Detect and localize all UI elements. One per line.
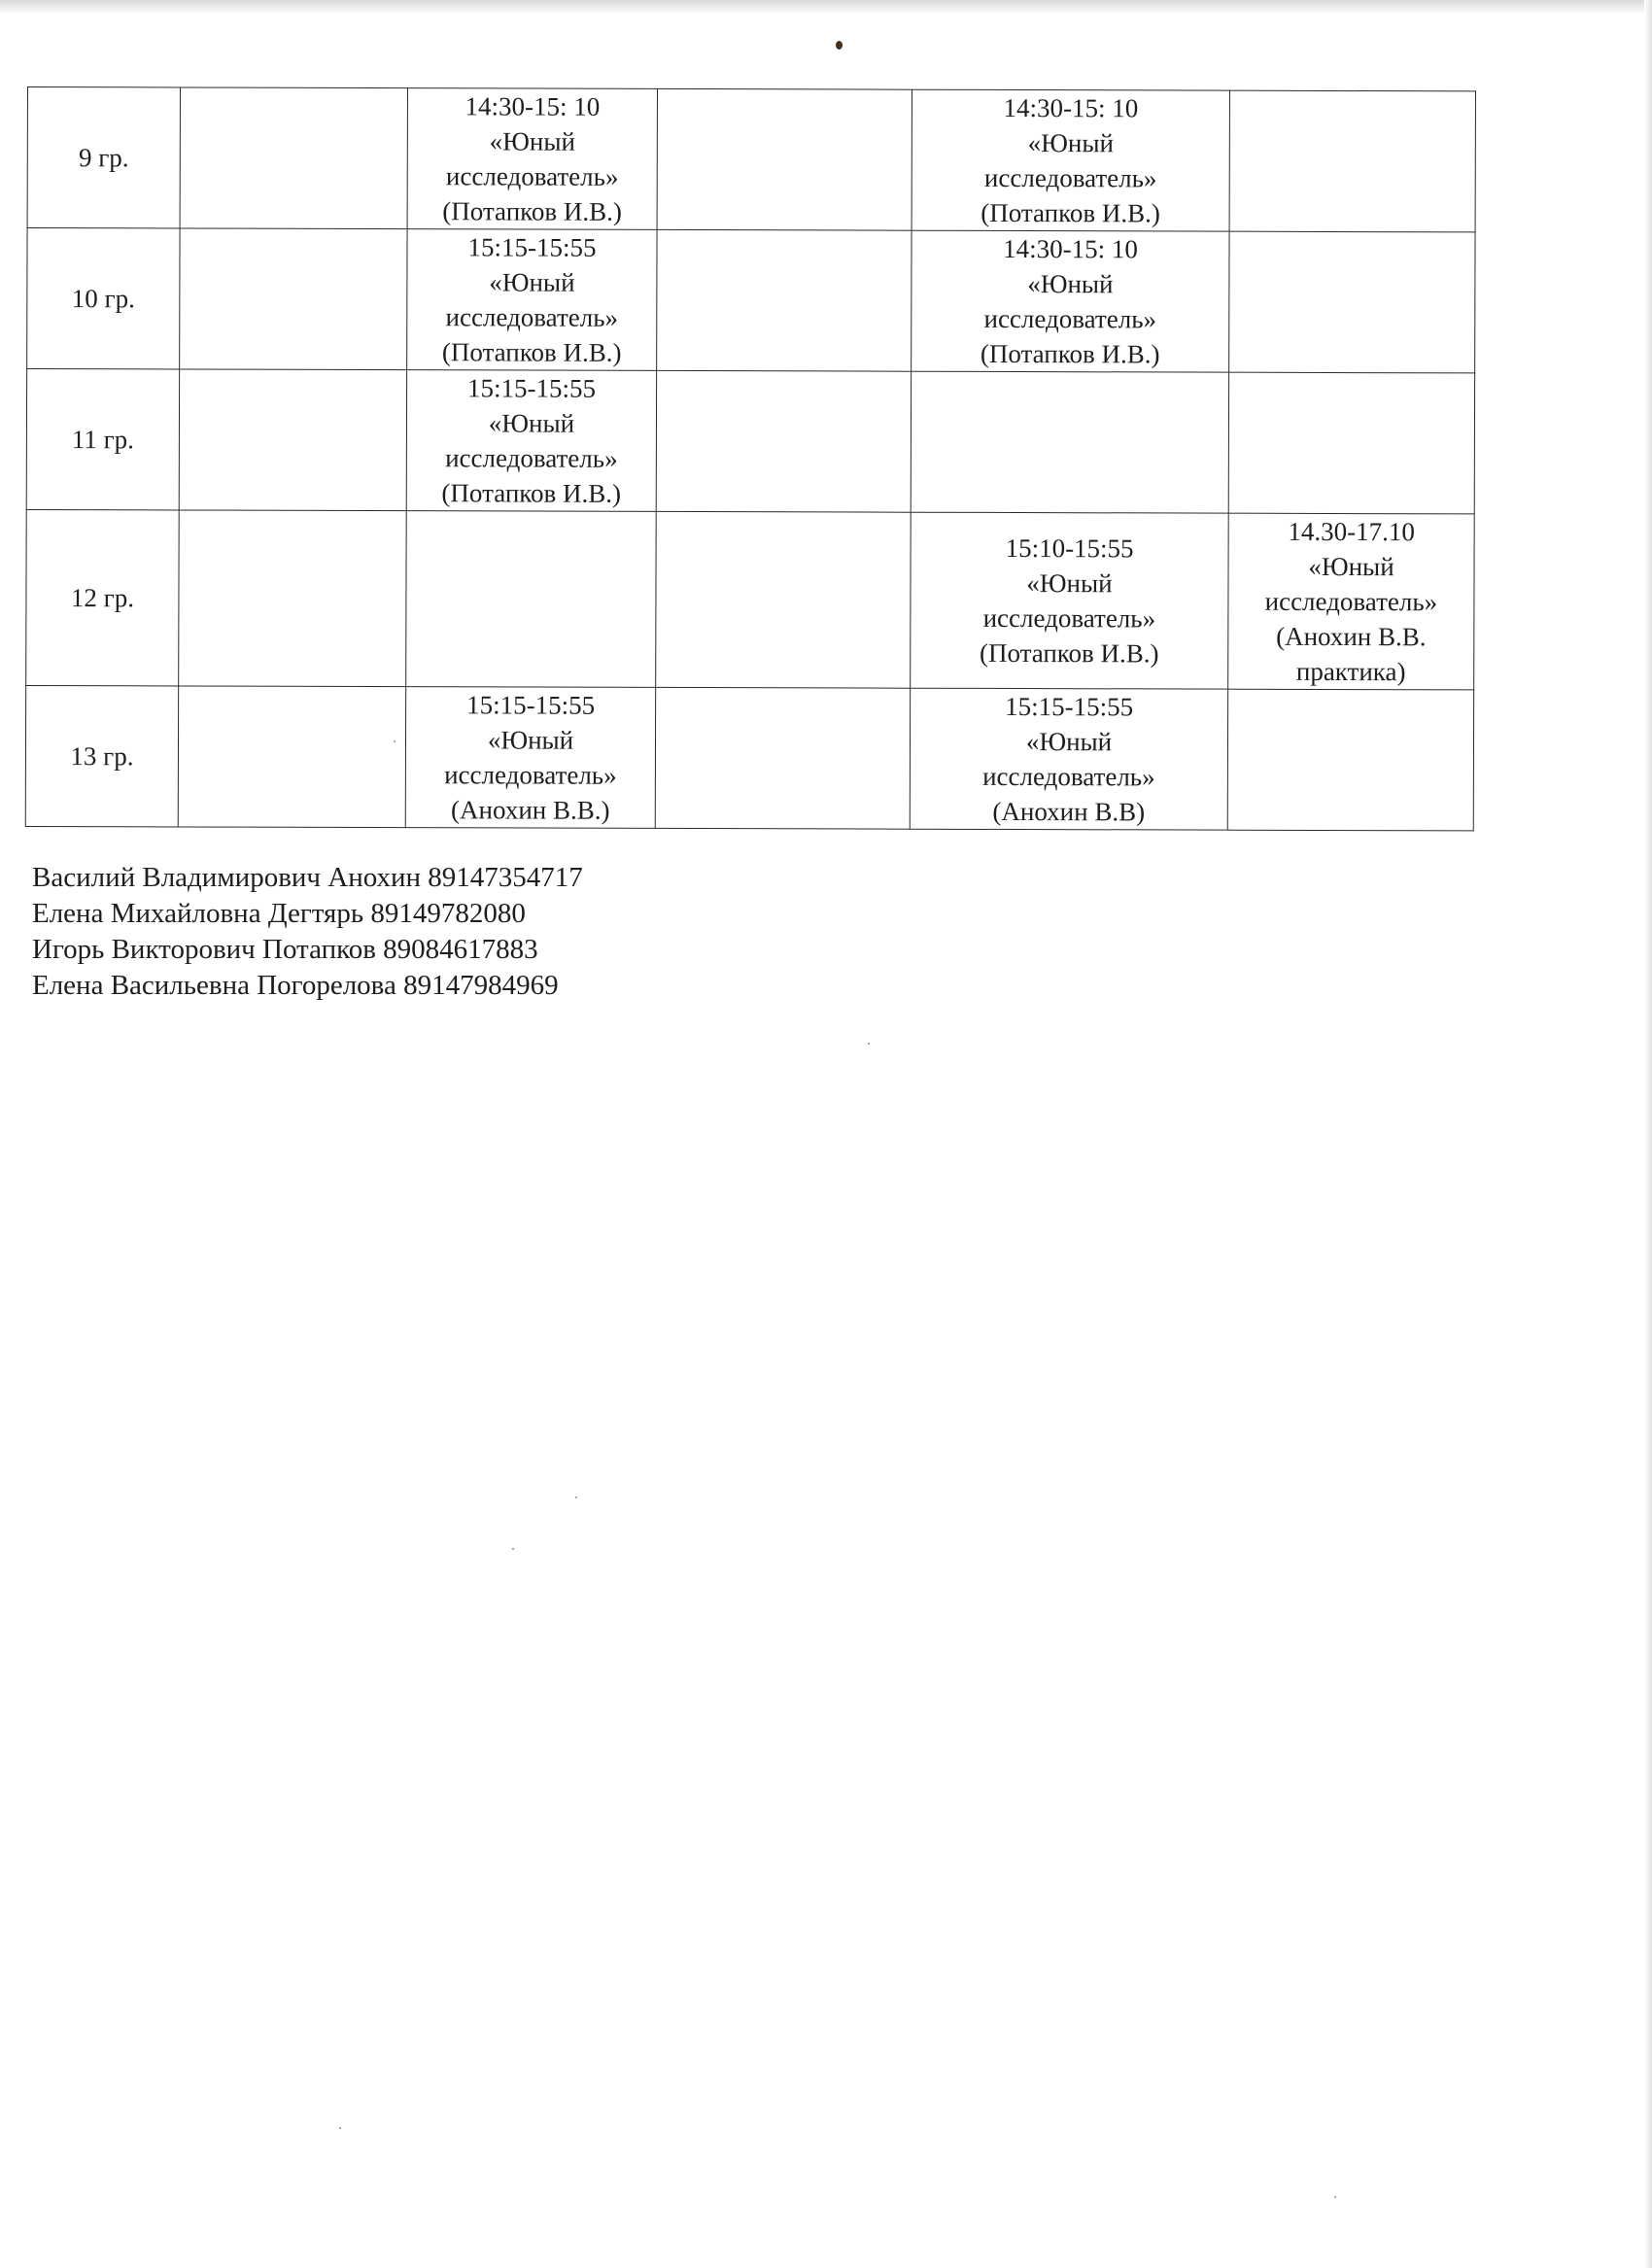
schedule-cell bbox=[180, 228, 407, 370]
cell-text-line: «Юный bbox=[1025, 727, 1113, 757]
schedule-cell bbox=[180, 87, 407, 229]
ink-speck bbox=[836, 41, 843, 50]
group-cell: 11 гр. bbox=[26, 369, 179, 510]
cell-text-line: (Потапков И.В.) bbox=[981, 197, 1160, 228]
cell-text-line: (Потапков И.В.) bbox=[441, 337, 622, 367]
cell-text-line: 15:15-15:55 bbox=[1005, 691, 1134, 722]
scan-top-edge bbox=[0, 0, 1652, 14]
schedule-cell bbox=[179, 369, 406, 511]
cell-text-line: исследователь» bbox=[982, 602, 1156, 634]
schedule-cell bbox=[407, 88, 657, 230]
cell-text-line: «Юный bbox=[488, 408, 575, 438]
schedule-cell bbox=[1228, 513, 1475, 690]
schedule-cell bbox=[912, 89, 1229, 231]
cell-text-line: исследователь» bbox=[444, 760, 617, 790]
cell-text-line: исследователь» bbox=[982, 761, 1155, 792]
cell-text-line: (Потапков И.В.) bbox=[441, 478, 622, 508]
schedule-cell bbox=[407, 229, 657, 371]
dust-speck bbox=[512, 1548, 514, 1550]
cell-text-line: исследователь» bbox=[445, 443, 618, 473]
cell-text-line: «Юный bbox=[489, 267, 575, 297]
cell-text-line: (Потапков И.В.) bbox=[979, 637, 1159, 669]
cell-text-line: «Юный bbox=[487, 725, 574, 755]
schedule-cell bbox=[179, 510, 407, 687]
group-cell: 9 гр. bbox=[27, 87, 180, 228]
schedule-table bbox=[25, 86, 1476, 831]
cell-text-line: «Юный bbox=[489, 126, 576, 156]
cell-text-line: (Потапков И.В.) bbox=[442, 196, 622, 226]
cell-text-line: практика) bbox=[1295, 656, 1406, 687]
cell-text-line: исследователь» bbox=[445, 302, 619, 332]
schedule-cell bbox=[406, 370, 656, 512]
schedule-cell bbox=[912, 230, 1229, 372]
table-row bbox=[27, 87, 1475, 232]
cell-text-line: 15:15-15:55 bbox=[466, 690, 596, 720]
group-cell: 12 гр. bbox=[26, 509, 180, 685]
cell-text-line: 14:30-15: 10 bbox=[1003, 233, 1138, 264]
cell-text-line: 15:10-15:55 bbox=[1005, 533, 1134, 564]
schedule-cell bbox=[657, 88, 912, 230]
cell-text-line: «Юный bbox=[1027, 128, 1115, 158]
contacts-list bbox=[32, 860, 583, 1004]
table-row bbox=[27, 228, 1475, 373]
group-cell: 13 гр. bbox=[25, 685, 178, 826]
contact-line: Игорь Викторович Потапков 89084617883 bbox=[32, 934, 538, 965]
schedule-cell bbox=[1228, 372, 1474, 514]
cell-text-line: исследователь» bbox=[1264, 586, 1438, 617]
cell-text-line: (Анохин В.В) bbox=[992, 796, 1146, 827]
schedule-body bbox=[25, 87, 1475, 831]
table-row bbox=[26, 509, 1475, 689]
cell-text-line: (Анохин В.В. bbox=[1276, 621, 1427, 652]
cell-text-line: (Потапков И.В.) bbox=[980, 338, 1160, 369]
cell-text-line: исследователь» bbox=[983, 303, 1157, 334]
contact-line: Елена Михайловна Дегтярь 89149782080 bbox=[32, 898, 526, 929]
cell-text-line: исследователь» bbox=[983, 162, 1157, 193]
schedule-cell bbox=[406, 511, 657, 688]
cell-text-line: 14.30-17.10 bbox=[1288, 516, 1415, 547]
schedule-cell bbox=[656, 370, 911, 512]
schedule-cell bbox=[1227, 689, 1473, 831]
schedule-cell bbox=[1229, 90, 1475, 232]
schedule-cell bbox=[911, 371, 1228, 513]
cell-text-line: «Юный bbox=[1026, 568, 1113, 599]
cell-text-line: 15:15-15:55 bbox=[467, 232, 597, 262]
schedule-cell bbox=[910, 688, 1227, 830]
dust-speck bbox=[868, 1043, 870, 1045]
dust-speck bbox=[1334, 2196, 1336, 2198]
table-row bbox=[26, 369, 1474, 514]
cell-text-line: 14:30-15: 10 bbox=[465, 91, 601, 121]
dust-speck bbox=[575, 1496, 577, 1498]
schedule-cell bbox=[655, 687, 910, 829]
contact-line: Елена Васильевна Погорелова 89147984969 bbox=[32, 970, 559, 1001]
group-cell: 10 гр. bbox=[27, 228, 180, 369]
dust-speck bbox=[339, 2127, 341, 2129]
schedule-cell bbox=[178, 686, 405, 828]
cell-text-line: «Юный bbox=[1308, 551, 1394, 582]
cell-text-line: 14:30-15: 10 bbox=[1003, 92, 1139, 123]
cell-text-line: (Анохин В.В.) bbox=[451, 795, 610, 825]
scan-right-edge bbox=[1644, 0, 1652, 2268]
schedule-cell bbox=[1229, 231, 1475, 373]
table-row bbox=[25, 685, 1473, 830]
schedule-cell bbox=[656, 511, 912, 688]
cell-text-line: исследователь» bbox=[445, 161, 619, 191]
cell-text-line: 15:15-15:55 bbox=[467, 373, 597, 403]
schedule-cell bbox=[405, 687, 655, 829]
cell-text-line: «Юный bbox=[1027, 269, 1114, 299]
schedule-cell bbox=[911, 512, 1229, 689]
schedule-cell bbox=[657, 229, 912, 371]
contact-line: Василий Владимирович Анохин 89147354717 bbox=[32, 862, 583, 893]
